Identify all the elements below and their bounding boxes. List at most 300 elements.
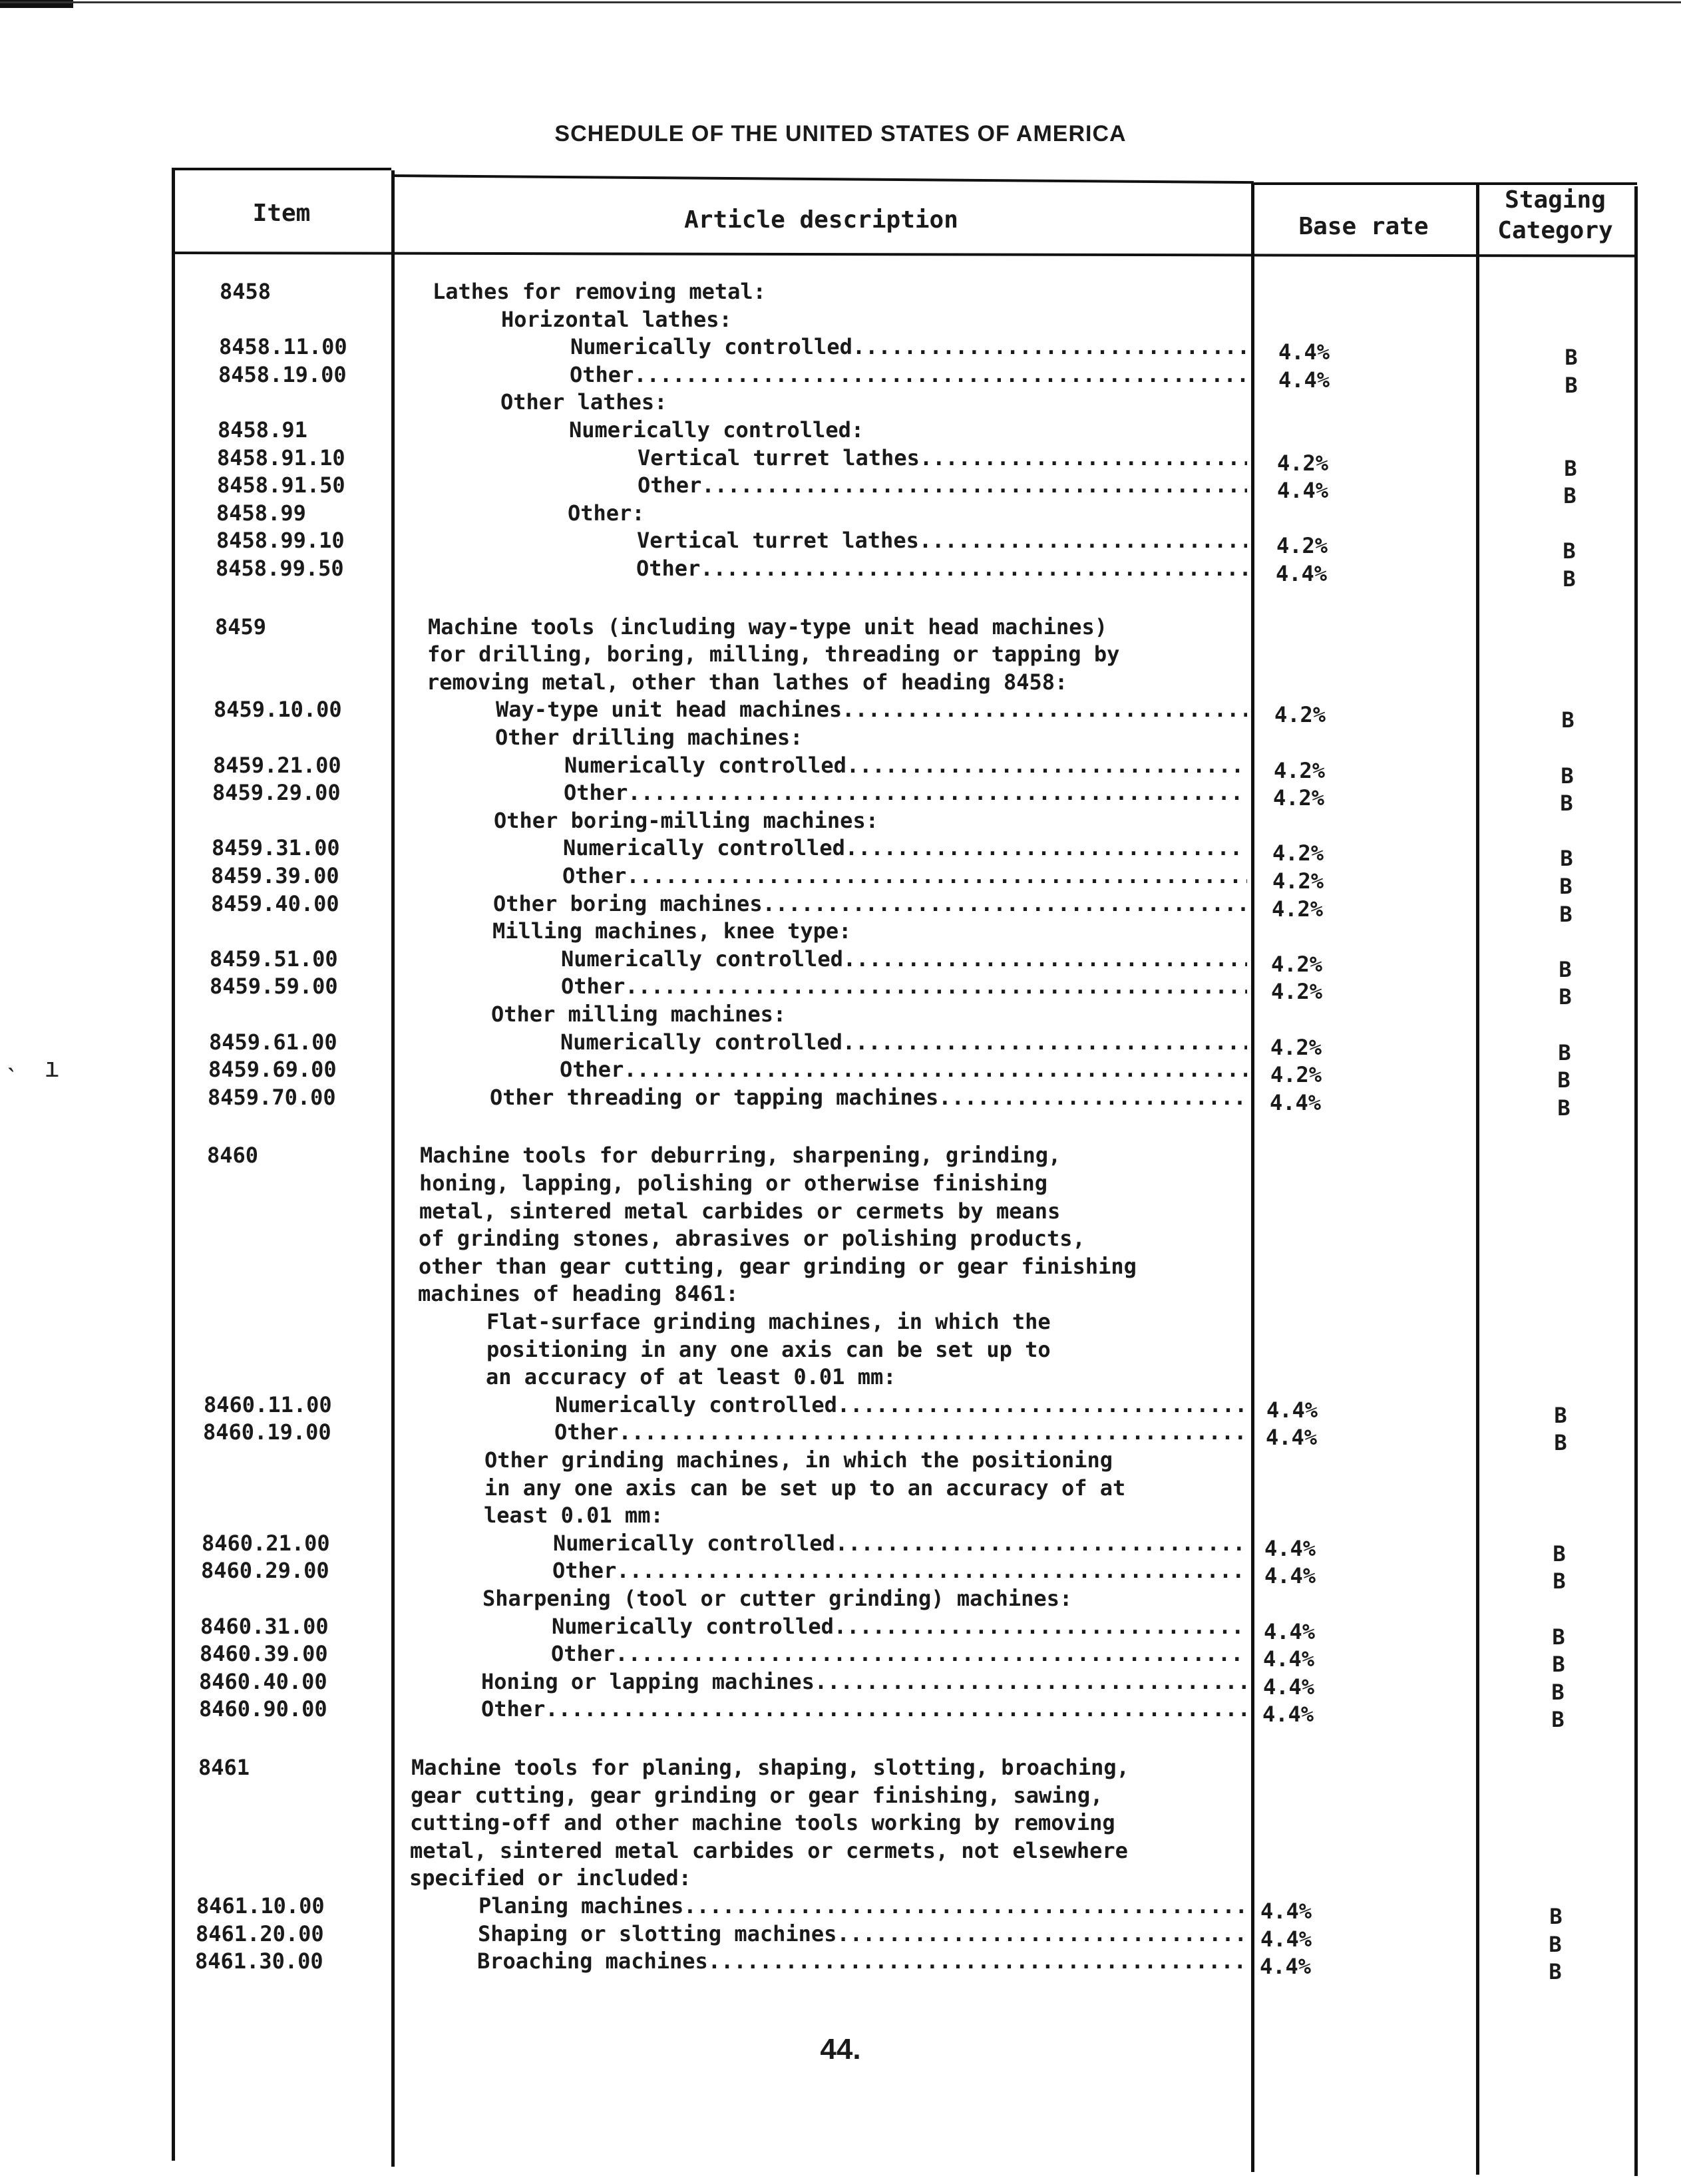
staging-category-value: B <box>1563 566 1576 592</box>
item-code: 8460.31.00 <box>200 1614 329 1639</box>
article-description <box>410 1809 1115 1836</box>
article-description <box>562 862 1247 889</box>
table-row <box>0 1613 1681 1650</box>
item-code: 8459.51.00 <box>210 946 338 972</box>
article-description <box>481 1696 1247 1722</box>
article-description <box>477 1948 1247 1974</box>
table-row <box>0 1585 1681 1612</box>
description-text: Other boring machines <box>493 891 763 916</box>
article-description <box>486 1336 1051 1363</box>
table-row <box>0 1809 1681 1836</box>
item-code: 8459.69.00 <box>208 1057 337 1082</box>
staging-category-value: B <box>1554 1430 1567 1455</box>
description-text: Other <box>570 362 634 387</box>
description-text: for drilling, boring, milling, threading or tapping by <box>427 641 1120 667</box>
item-code: 8458.91 <box>218 417 307 443</box>
item-code: 8460.90.00 <box>199 1696 327 1722</box>
article-description <box>419 1170 1047 1196</box>
table-row <box>0 333 1681 370</box>
table-row <box>0 1280 1681 1307</box>
article-description <box>568 500 645 526</box>
staging-category-value: B <box>1552 1624 1565 1650</box>
article-description <box>553 1530 1247 1556</box>
article-description <box>491 1001 786 1027</box>
table-row <box>0 472 1681 508</box>
table-row <box>0 278 1681 305</box>
base-rate-value: 4.4% <box>1264 1536 1316 1561</box>
header-staging-category <box>1476 185 1634 246</box>
item-code: 8459.29.00 <box>212 780 341 805</box>
item-code: 8460.39.00 <box>200 1641 328 1666</box>
description-text: Other drilling machines: <box>495 725 803 750</box>
article-description <box>427 641 1119 667</box>
base-rate-value: 4.4% <box>1278 339 1330 365</box>
dot-leader <box>845 834 1247 861</box>
description-text: Other <box>551 1641 616 1666</box>
description-text: Other threading or tapping machines <box>490 1085 939 1110</box>
dot-leader <box>618 1419 1247 1445</box>
base-rate-value: 4.2% <box>1270 1062 1322 1087</box>
dot-leader <box>626 862 1247 889</box>
description-text: Machine tools for deburring, sharpening, grinding, <box>420 1143 1061 1168</box>
item-code: 8460 <box>207 1143 259 1168</box>
description-text: Numerically controlled <box>555 1392 837 1417</box>
base-rate-value: 4.4% <box>1278 367 1330 393</box>
base-rate-value: 4.4% <box>1260 1899 1312 1924</box>
staging-category-value: B <box>1559 957 1572 982</box>
dot-leader <box>843 946 1247 972</box>
dot-leader <box>837 1391 1247 1418</box>
article-description <box>552 1557 1247 1584</box>
item-code: 8459.70.00 <box>208 1085 336 1110</box>
table-row <box>0 500 1681 526</box>
article-description <box>478 1920 1247 1947</box>
article-description <box>484 1502 663 1529</box>
base-rate-value: 4.4% <box>1266 1397 1318 1423</box>
staging-category-value: B <box>1551 1680 1565 1705</box>
article-description <box>563 834 1247 861</box>
dot-leader <box>920 445 1247 471</box>
description-text: specified or included: <box>409 1865 691 1891</box>
article-description <box>419 1253 1137 1280</box>
table-row <box>0 946 1681 982</box>
staging-category-value: B <box>1549 1932 1562 1957</box>
table-row <box>0 973 1681 1009</box>
article-description <box>411 1754 1129 1781</box>
table-row <box>0 361 1681 398</box>
description-text: machines of heading 8461: <box>418 1281 739 1306</box>
table-row <box>0 1475 1681 1501</box>
article-description <box>637 527 1247 554</box>
dot-leader <box>615 1640 1247 1667</box>
description-text: least 0.01 mm: <box>484 1503 663 1528</box>
item-code: 8459.21.00 <box>213 753 341 778</box>
header-base-rate: Base rate <box>1298 213 1429 240</box>
article-description <box>560 1056 1247 1083</box>
table-row <box>0 1198 1681 1224</box>
article-description <box>433 278 766 305</box>
item-code: 8461.20.00 <box>196 1921 324 1946</box>
article-description <box>418 1280 739 1307</box>
page-number: 44. <box>820 2033 861 2066</box>
table-row <box>0 306 1681 333</box>
table-row <box>0 1170 1681 1196</box>
table-row <box>0 1308 1681 1335</box>
base-rate-value: 4.2% <box>1271 952 1323 977</box>
table-row <box>0 1142 1681 1169</box>
base-rate-value: 4.4% <box>1263 1674 1315 1700</box>
base-rate-value: 4.2% <box>1274 702 1326 727</box>
description-text: metal, sintered metal carbides or cermets, not elsewhere <box>410 1838 1128 1863</box>
header-article-description: Article description <box>684 206 958 234</box>
staging-category-value: B <box>1564 456 1577 481</box>
description-text: Numerically controlled <box>552 1614 834 1639</box>
item-code: 8458.91.50 <box>217 472 345 498</box>
description-text: Sharpening (tool or cutter grinding) machines: <box>482 1586 1073 1611</box>
description-text: gear cutting, gear grinding or gear finishing, sawing, <box>411 1783 1103 1808</box>
description-text: metal, sintered metal carbides or cermets by means <box>419 1198 1061 1224</box>
description-text: an accuracy of at least 0.01 mm: <box>486 1364 896 1389</box>
description-text: Other grinding machines, in which the positioning <box>484 1447 1113 1473</box>
description-text: in any one axis can be set up to an accuracy of at <box>484 1475 1126 1501</box>
description-text: Other boring-milling machines: <box>494 808 878 833</box>
dot-leader <box>842 1029 1247 1055</box>
description-text: Other milling machines: <box>491 1001 787 1027</box>
table-row <box>0 696 1681 733</box>
article-description <box>638 445 1247 471</box>
base-rate-value: 4.2% <box>1274 758 1326 783</box>
base-rate-value: 4.2% <box>1272 840 1324 866</box>
article-description <box>478 1893 1247 1919</box>
table-row <box>0 1391 1681 1428</box>
header-item: Item <box>252 200 311 227</box>
base-rate-value: 4.4% <box>1262 1702 1314 1727</box>
staging-category-value: B <box>1549 1904 1563 1929</box>
article-description <box>410 1837 1128 1864</box>
table-row <box>0 1502 1681 1529</box>
item-code: 8460.19.00 <box>203 1419 331 1445</box>
table-row <box>0 1530 1681 1566</box>
base-rate-value: 4.4% <box>1270 1090 1322 1115</box>
dot-leader <box>625 973 1247 1000</box>
article-description <box>494 807 878 834</box>
base-rate-value: 4.2% <box>1270 1035 1322 1060</box>
base-rate-value: 4.4% <box>1264 1619 1316 1644</box>
description-text: positioning in any one axis can be set up to <box>486 1337 1051 1362</box>
table-row <box>0 1668 1681 1705</box>
item-code: 8459 <box>215 614 267 639</box>
table-row <box>0 1920 1681 1957</box>
dot-leader <box>852 333 1247 360</box>
description-text: Other <box>562 863 627 888</box>
article-description <box>428 614 1107 640</box>
item-code: 8459.39.00 <box>211 863 339 888</box>
staging-category-value: B <box>1560 846 1573 871</box>
table-row <box>0 834 1681 871</box>
base-rate-value: 4.4% <box>1260 1926 1312 1952</box>
dot-leader <box>634 361 1247 388</box>
dot-leader <box>763 890 1247 917</box>
dot-leader <box>628 779 1247 806</box>
staging-category-value: B <box>1557 1095 1571 1121</box>
article-description <box>496 696 1247 723</box>
staging-category-value: B <box>1559 984 1572 1009</box>
item-code: 8458 <box>220 279 272 304</box>
dot-leader <box>708 1948 1247 1974</box>
dot-leader <box>837 1920 1247 1947</box>
table-row <box>0 862 1681 899</box>
table-row <box>0 779 1681 816</box>
description-text: Planing machines <box>478 1893 684 1918</box>
table-row <box>0 1754 1681 1781</box>
table-row <box>0 724 1681 751</box>
description-text: Flat-surface grinding machines, in which the <box>486 1309 1051 1334</box>
staging-category-value: B <box>1563 483 1577 508</box>
table-row <box>0 641 1681 667</box>
dot-leader <box>683 1893 1247 1919</box>
item-code: 8460.29.00 <box>201 1558 329 1583</box>
table-row <box>0 1447 1681 1473</box>
table-row <box>0 1557 1681 1594</box>
article-description <box>551 1640 1247 1667</box>
article-description <box>481 1668 1247 1695</box>
table-row <box>0 614 1681 640</box>
article-description <box>555 1391 1247 1418</box>
table-row <box>0 1865 1681 1891</box>
description-text: Other <box>552 1558 617 1583</box>
table-row <box>0 1419 1681 1455</box>
table-row <box>0 669 1681 695</box>
description-text: Milling machines, knee type: <box>492 918 852 944</box>
header-top-border-desc <box>391 174 1254 184</box>
staging-category-value: B <box>1565 345 1578 370</box>
staging-category-value: B <box>1553 1568 1566 1594</box>
item-code: 8458.99.10 <box>216 528 345 553</box>
description-text: Numerically controlled <box>563 835 845 860</box>
base-rate-value: 4.4% <box>1260 1954 1312 1979</box>
article-description <box>569 417 864 443</box>
article-description <box>561 973 1247 1000</box>
article-description <box>561 946 1247 972</box>
item-code: 8460.40.00 <box>199 1669 327 1694</box>
table-row <box>0 918 1681 944</box>
item-code: 8458.99 <box>216 500 306 526</box>
scan-artifact: ˴ <box>7 1051 23 1082</box>
table-row <box>0 417 1681 443</box>
item-code: 8459.31.00 <box>212 835 340 860</box>
dot-leader <box>835 1530 1247 1556</box>
item-code: 8461.10.00 <box>196 1893 325 1918</box>
item-code: 8458.99.50 <box>216 556 344 581</box>
dot-leader <box>846 752 1247 779</box>
staging-category-value: B <box>1554 1403 1567 1428</box>
article-description <box>492 918 851 944</box>
staging-category-value: B <box>1565 373 1578 398</box>
staging-category-value: B <box>1563 538 1576 564</box>
article-description <box>501 306 732 333</box>
description-text: of grinding stones, abrasives or polishing products, <box>419 1226 1085 1251</box>
item-code: 8458.91.10 <box>217 445 345 470</box>
staging-category-value: B <box>1557 1067 1571 1093</box>
description-text: Numerically controlled: <box>569 417 864 443</box>
article-description <box>482 1585 1072 1612</box>
description-text: Way-type unit head machines <box>496 697 842 722</box>
base-rate-value: 4.2% <box>1272 896 1324 922</box>
article-description <box>560 1029 1247 1055</box>
article-description <box>427 669 1067 695</box>
staging-category-value: B <box>1558 1040 1571 1065</box>
staging-category-value: B <box>1552 1652 1565 1677</box>
article-description <box>484 1475 1125 1501</box>
description-text: Honing or lapping machines <box>481 1669 815 1694</box>
dot-leader <box>624 1056 1247 1083</box>
description-text: removing metal, other than lathes of heading 8458: <box>427 669 1068 695</box>
item-code: 8460.11.00 <box>204 1392 332 1417</box>
table-row <box>0 1336 1681 1363</box>
base-rate-value: 4.4% <box>1266 1425 1318 1450</box>
description-text: Numerically controlled <box>560 1029 842 1055</box>
table-row <box>0 752 1681 789</box>
dot-leader <box>616 1557 1247 1584</box>
description-text: Numerically controlled <box>553 1531 835 1556</box>
article-description <box>552 1613 1247 1640</box>
base-rate-value: 4.4% <box>1276 561 1328 586</box>
table-row <box>0 1253 1681 1280</box>
base-rate-value: 4.2% <box>1273 785 1325 811</box>
item-code: 8459.59.00 <box>210 974 338 999</box>
table-row <box>0 445 1681 481</box>
description-text: Horizontal lathes: <box>501 307 732 332</box>
description-text: cutting-off and other machine tools working by removing <box>410 1810 1115 1835</box>
item-code: 8460.21.00 <box>202 1531 330 1556</box>
staging-category-value: B <box>1553 1541 1566 1566</box>
header-top-border-item <box>172 168 391 170</box>
table-row <box>0 1029 1681 1065</box>
table-row <box>0 1696 1681 1732</box>
table-row <box>0 1837 1681 1864</box>
dot-leader <box>919 527 1247 554</box>
dot-leader <box>545 1696 1247 1722</box>
description-text: Vertical turret lathes <box>637 528 919 553</box>
article-description <box>484 1447 1113 1473</box>
item-code: 8458.19.00 <box>218 362 347 387</box>
description-text: Numerically controlled <box>561 946 843 972</box>
description-text: Shaping or slotting machines <box>478 1921 837 1946</box>
article-description <box>493 890 1247 917</box>
dot-leader <box>938 1084 1247 1111</box>
page-title: SCHEDULE OF THE UNITED STATES OF AMERICA <box>554 121 1127 146</box>
description-text: Vertical turret lathes <box>638 445 920 470</box>
description-text: Numerically controlled <box>570 334 852 359</box>
article-description <box>636 555 1247 582</box>
article-description <box>419 1225 1085 1252</box>
item-code: 8459.40.00 <box>211 891 339 916</box>
staging-category-value: B <box>1551 1707 1565 1732</box>
header-staging-line2: Category <box>1497 217 1613 244</box>
description-text: Broaching machines <box>477 1948 708 1974</box>
staging-category-value: B <box>1559 902 1573 927</box>
dot-leader <box>701 472 1247 498</box>
table-row <box>0 1948 1681 1984</box>
table-row <box>0 1782 1681 1809</box>
header-staging-line1: Staging <box>1505 186 1606 214</box>
item-code: 8461.30.00 <box>195 1948 323 1974</box>
article-description <box>570 361 1247 388</box>
article-description <box>409 1865 691 1891</box>
article-description <box>419 1198 1060 1224</box>
staging-category-value: B <box>1561 763 1574 789</box>
article-description <box>500 389 667 415</box>
description-text: other than gear cutting, gear grinding or gear finishing <box>419 1254 1137 1279</box>
description-text: Other <box>554 1419 619 1445</box>
staging-category-value: B <box>1560 791 1573 816</box>
description-text: Other <box>636 556 701 581</box>
description-text: Machine tools (including way-type unit head machines) <box>428 614 1108 639</box>
table-row <box>0 1001 1681 1027</box>
base-rate-value: 4.2% <box>1276 533 1328 558</box>
dot-leader <box>815 1668 1247 1695</box>
article-description <box>495 724 803 751</box>
table-row <box>0 807 1681 834</box>
description-text: Other lathes: <box>500 389 667 415</box>
staging-category-value: B <box>1561 707 1575 733</box>
description-text: Other <box>560 1057 624 1082</box>
dot-leader <box>700 555 1247 582</box>
base-rate-value: 4.4% <box>1263 1646 1315 1672</box>
article-description <box>570 333 1247 360</box>
table-row <box>0 1225 1681 1252</box>
article-description <box>564 779 1247 806</box>
article-description <box>411 1782 1103 1809</box>
base-rate-value: 4.4% <box>1264 1563 1316 1588</box>
article-description <box>564 752 1247 779</box>
dot-leader <box>842 696 1247 723</box>
description-text: Machine tools for planing, shaping, slotting, broaching, <box>411 1755 1129 1780</box>
item-code: 8458.11.00 <box>219 334 347 359</box>
article-description <box>638 472 1247 498</box>
table-row <box>0 1893 1681 1929</box>
base-rate-value: 4.2% <box>1277 451 1329 476</box>
table-row <box>0 555 1681 592</box>
description-text: Other <box>561 974 626 999</box>
table-row <box>0 1364 1681 1390</box>
description-text: Other: <box>568 500 645 526</box>
staging-category-value: B <box>1549 1959 1562 1984</box>
article-description <box>486 1308 1051 1335</box>
description-text: honing, lapping, polishing or otherwise finishing <box>419 1171 1048 1196</box>
article-description <box>420 1142 1061 1169</box>
base-rate-value: 4.4% <box>1277 478 1329 503</box>
description-text: Other <box>564 780 628 805</box>
top-edge-rule <box>0 1 1681 3</box>
base-rate-value: 4.2% <box>1272 868 1324 894</box>
staging-category-value: B <box>1559 874 1573 899</box>
description-text: Lathes for removing metal: <box>433 279 766 304</box>
description-text: Other <box>481 1696 546 1722</box>
dot-leader <box>834 1613 1247 1640</box>
table-row <box>0 890 1681 927</box>
table-row <box>0 1056 1681 1093</box>
description-text: Other <box>638 472 702 498</box>
item-code: 8461 <box>198 1755 250 1780</box>
table-row <box>0 527 1681 564</box>
scan-artifact: ı <box>44 1053 61 1083</box>
base-rate-value: 4.2% <box>1271 979 1323 1004</box>
article-description <box>554 1419 1247 1445</box>
article-description <box>490 1084 1247 1111</box>
table-row <box>0 389 1681 415</box>
table-row <box>0 1084 1681 1121</box>
